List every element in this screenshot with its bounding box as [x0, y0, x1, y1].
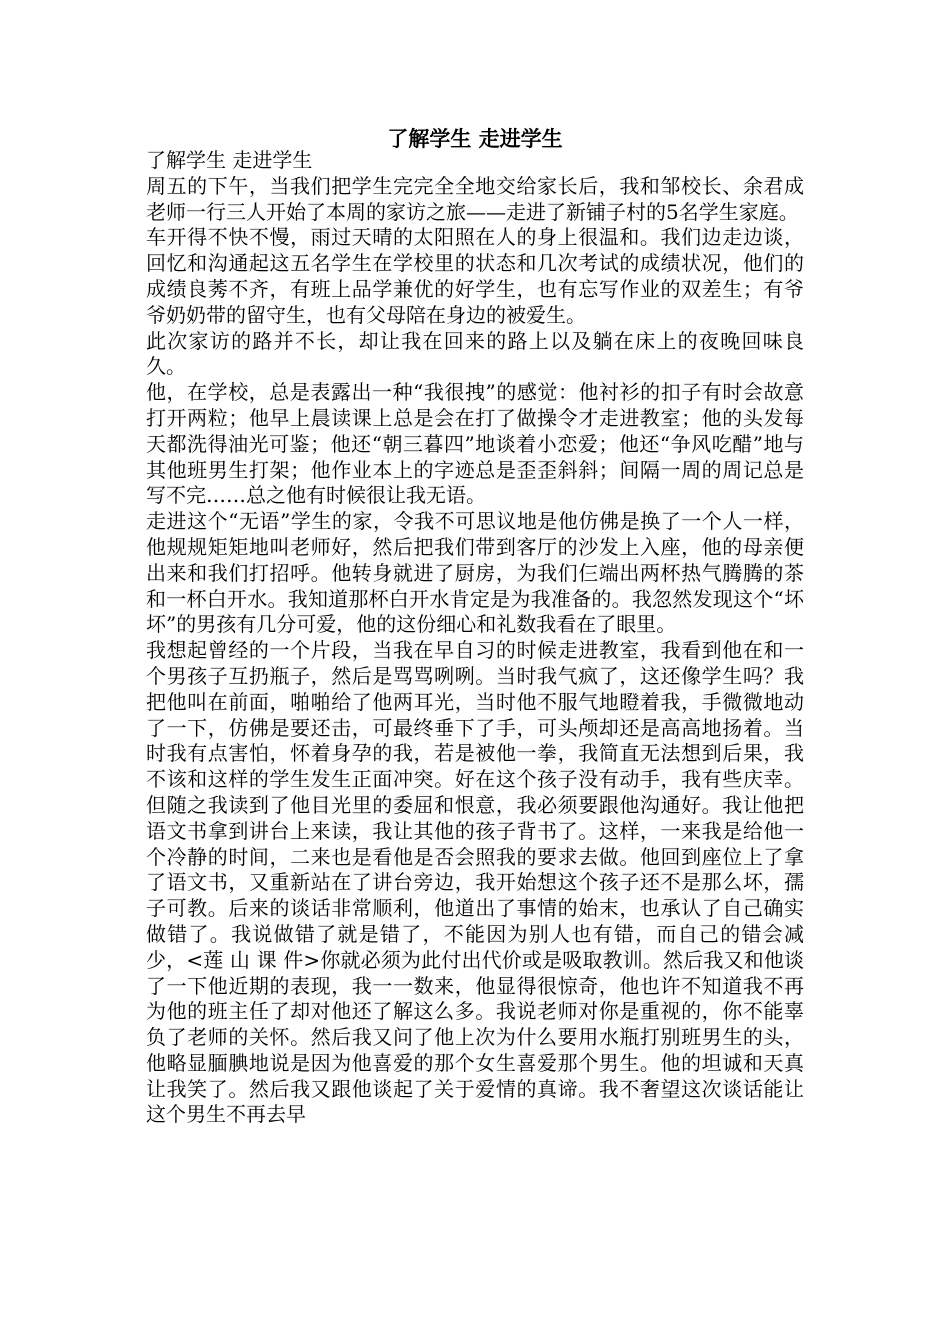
paragraph-classroom-memory: 我想起曾经的一个片段，当我在早自习的时候走进教室，我看到他在和一个男孩子互扔瓶子，然后是骂骂咧咧。当时我气疯了，这还像学生吗？我把他叫在前面，啪啪给了他两耳光，当时他不服气地瞪着我，手微微地动了一下，仿佛是要还击，可最终垂下了手，可头颅却还是高高地扬着。当时我有点害怕，怀着身孕的我，若是被他一拳，我简直无法想到后果，我不该和这样的学生发生正面冲突。好在这个孩子没有动手，我有些庆幸。但随之我读到了他目光里的委屈和恨意，我必须要跟他沟通好。我让他把语文书拿到讲台上来读，我让其他的孩子背书了。这样，一来我是给他一个冷静的时间，二来也是看他是否会照我的要求去做。他回到座位上了拿了语文书，又重新站在了讲台旁边，我开始想这个孩子还不是那么坏，孺子可教。后来的谈话非常顺利，他道出了事情的始末，也承认了自己确实做错了。我说做错了就是错了，不能因为别人也有错，而自己的错会减少，<莲 山 课 件>你就必须为此付出代价或是吸取教训。然后我又和他谈了一下他近期的表现，我一一数来，他显得很惊奇，他也许不知道我不再为他的班主任了却对他还了解这么多。我说老师对你是重视的，你不能辜负了老师的关怀。然后我又问了他上次为什么要用水瓶打别班男生的头，他略显腼腆地说是因为他喜爱的那个女生喜爱那个男生。他的坦诚和天真让我笑了。然后我又跟他谈起了关于爱情的真谛。我不奢望这次谈话能让这个男生不再去早	[146, 638, 804, 1127]
paragraph-car-ride: 车开得不快不慢，雨过天晴的太阳照在人的身上很温和。我们边走边谈，回忆和沟通起这五名学生在学校里的状态和几次考试的成绩状况，他们的成绩良莠不齐，有班上品学兼优的好学生，也有忘写作业的双差生；有爷爷奶奶带的留守生，也有父母陪在身边的被爱生。	[146, 225, 804, 327]
document-body	[146, 148, 804, 1128]
paragraph-student-behavior: 他，在学校，总是表露出一种“我很拽”的感觉：他衬衫的扣子有时会故意打开两粒；他早上晨读课上总是会在打了做操令才走进教室；他的头发每天都洗得油光可鉴；他还“朝三暮四”地谈着小恋爱；他还“争风吃醋”地与其他班男生打架；他作业本上的字迹总是歪歪斜斜；间隔一周的周记总是写不完……总之他有时候很让我无语。	[146, 380, 804, 508]
paragraph-home-visit-intro: 周五的下午，当我们把学生完完全全地交给家长后，我和邹校长、余君成老师一行三人开始了本周的家访之旅——走进了新铺子村的5名学生家庭。	[146, 173, 804, 224]
paragraph-student-home: 走进这个“无语”学生的家，令我不可思议地是他仿佛是换了一个人一样，他规规矩矩地叫老师好，然后把我们带到客厅的沙发上入座，他的母亲便出来和我们打招呼。他转身就进了厨房，为我们仨端出两杯热气腾腾的茶和一杯白开水。我知道那杯白开水肯定是为我准备的。我忽然发现这个“坏坏”的男孩有几分可爱，他的这份细心和礼数我看在了眼里。	[146, 509, 804, 637]
paragraph-reflection: 此次家访的路并不长，却让我在回来的路上以及躺在床上的夜晚回味良久。	[146, 328, 804, 379]
paragraph-subtitle: 了解学生 走进学生	[146, 148, 313, 172]
document-title: 了解学生 走进学生	[387, 127, 563, 151]
